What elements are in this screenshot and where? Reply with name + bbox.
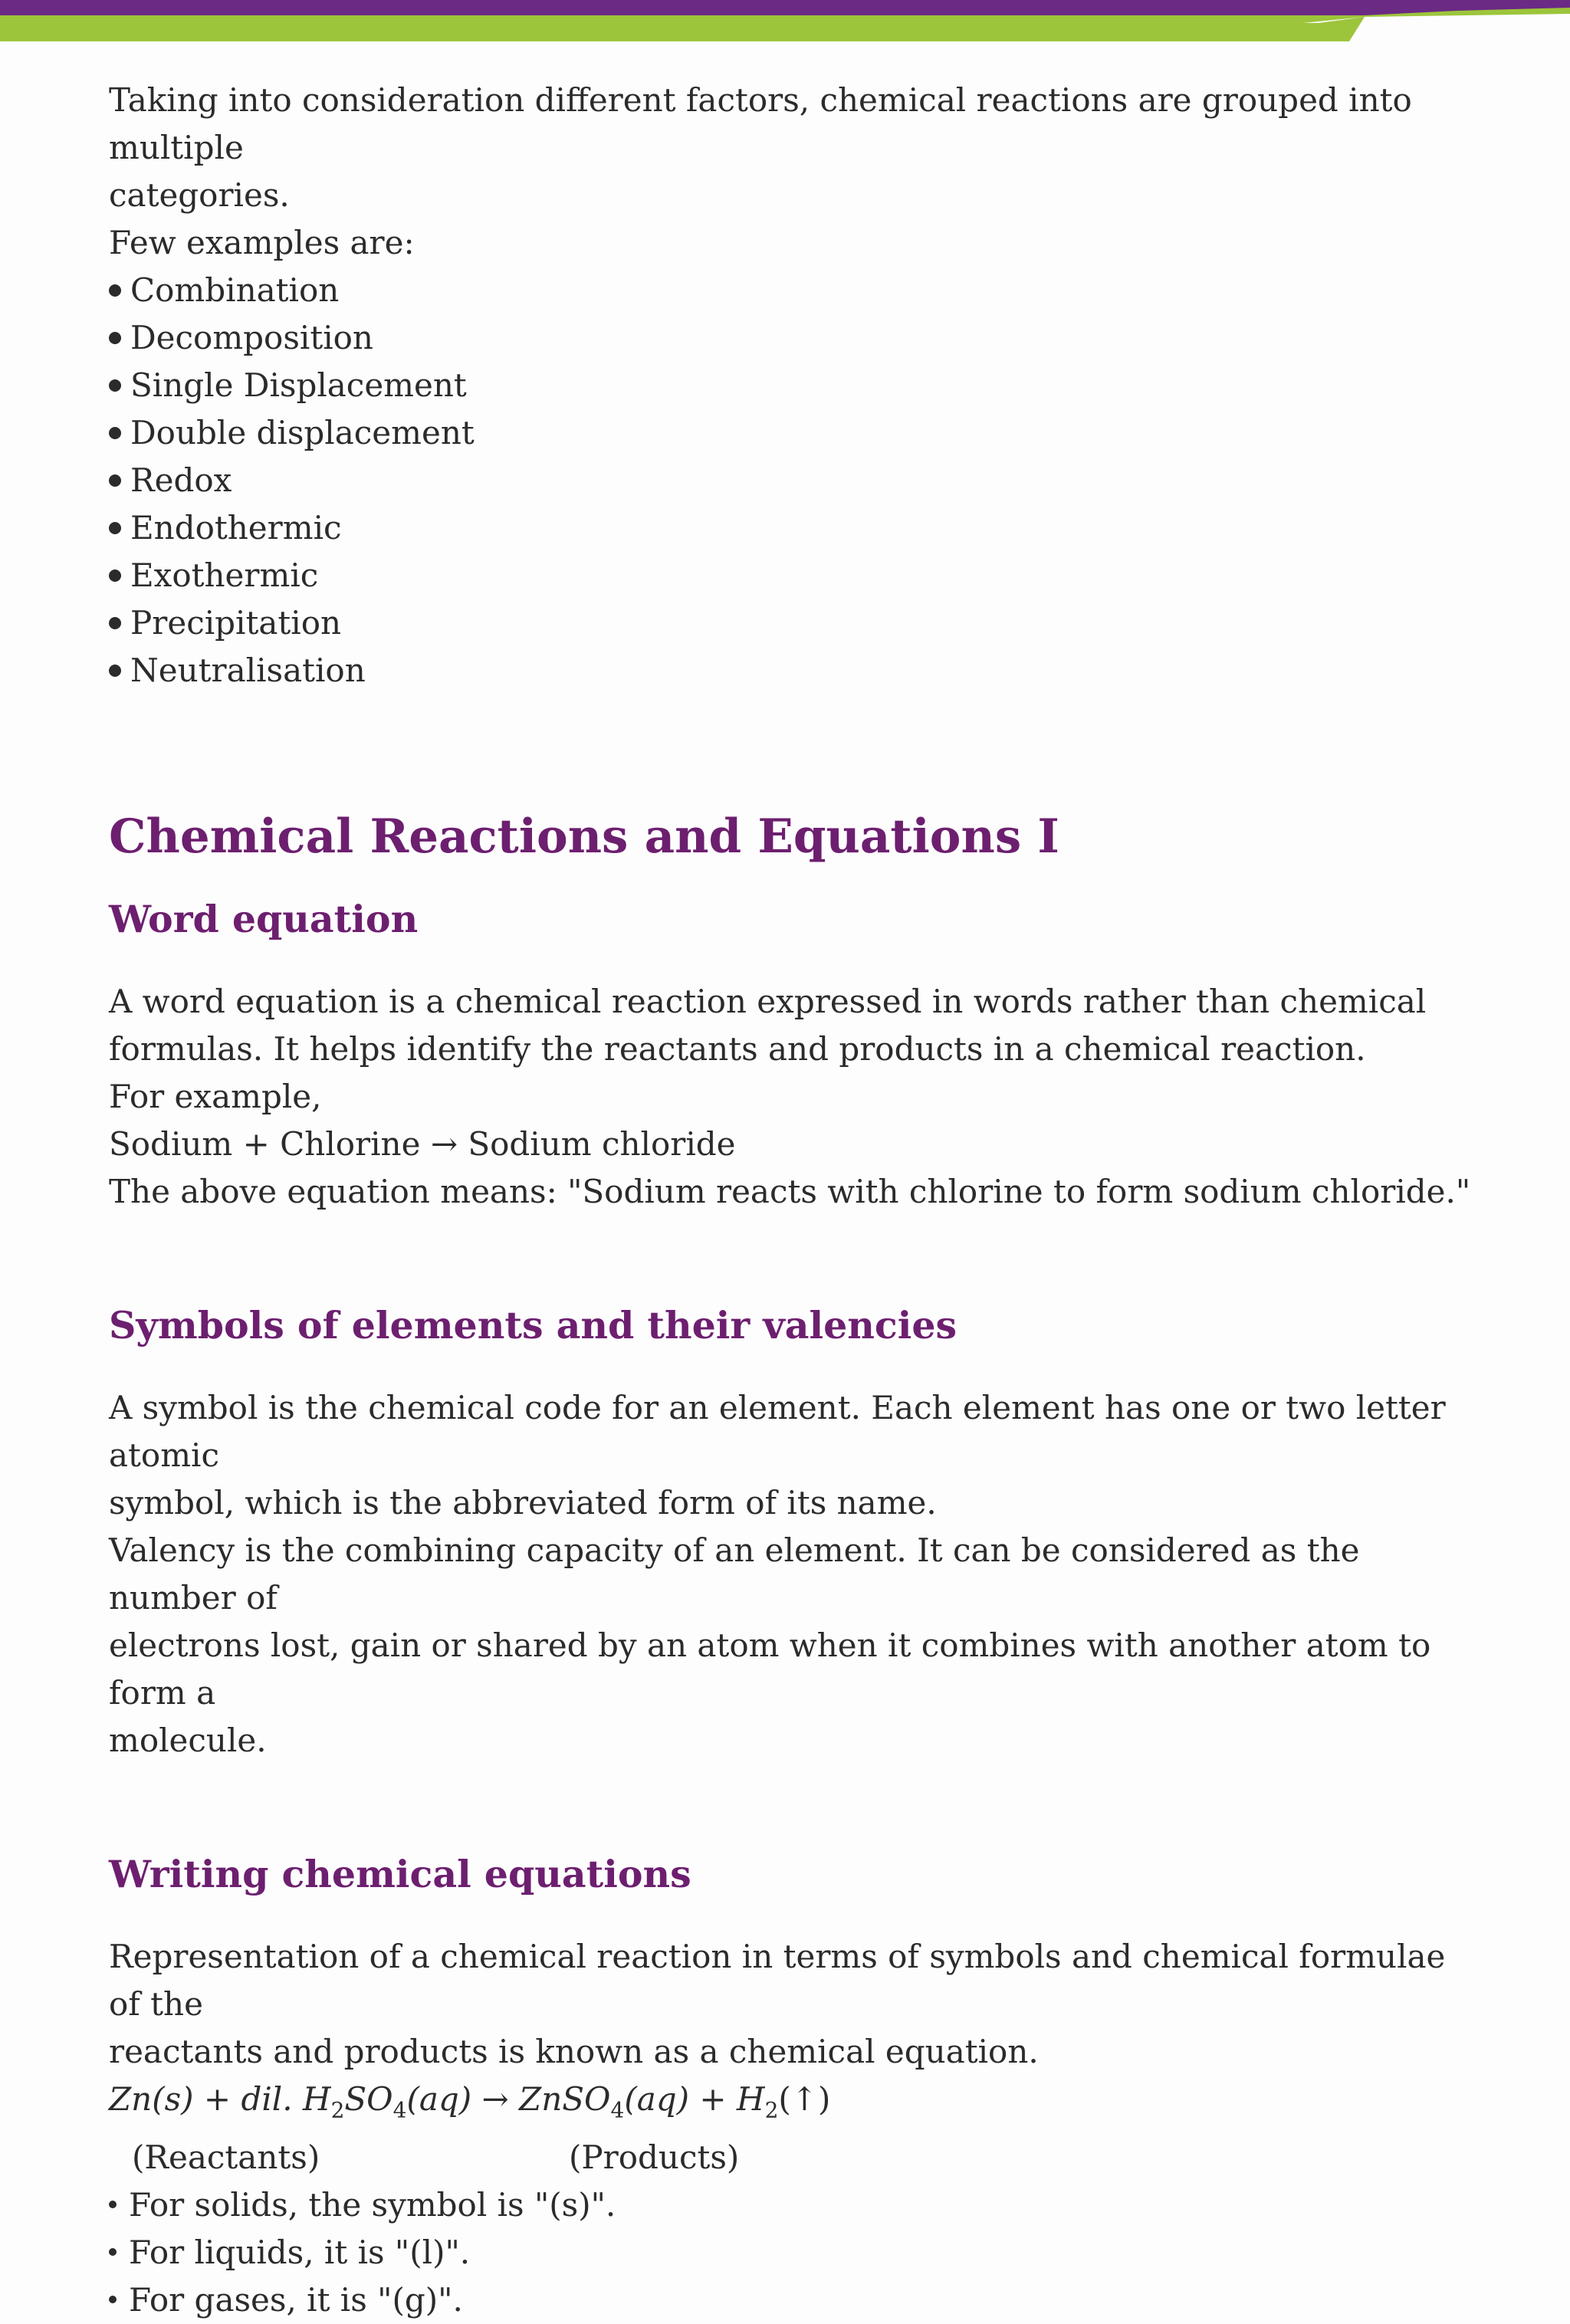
list-item: Combination [109, 267, 1473, 314]
section-heading-word-equation: Word equation [109, 897, 419, 941]
symbols-body [109, 1384, 1473, 1764]
list-item: Redox [109, 457, 1473, 504]
paragraph-line: molecule. [109, 1722, 267, 1759]
bullet-icon [109, 474, 121, 487]
list-item: For gases, it is "(g)". [109, 2276, 1473, 2324]
list-item: Neutralisation [109, 647, 1473, 694]
section-heading-writing-equations: Writing chemical equations [109, 1852, 691, 1896]
reactants-label: (Reactants) [132, 2139, 320, 2177]
paragraph-line: Representation of a chemical reaction in terms of symbols and chemical formulae of the [109, 1938, 1446, 2023]
list-item: Precipitation [109, 599, 1473, 647]
equation-labels [109, 2134, 1473, 2181]
examples-heading: Few examples are: [109, 224, 415, 261]
list-item: Double displacement [109, 409, 1473, 457]
bullet-icon [109, 427, 121, 439]
paragraph-line: For example, [109, 1078, 322, 1115]
bullet-icon [109, 2296, 117, 2303]
list-item: Decomposition [109, 314, 1473, 362]
page-title: Chemical Reactions and Equations I [109, 809, 1059, 864]
intro-line: categories. [109, 176, 290, 214]
bullet-icon [109, 2248, 117, 2256]
section-heading-symbols: Symbols of elements and their valencies [109, 1303, 957, 1347]
word-equation-body [109, 978, 1473, 1216]
list-item: For solids, the symbol is "(s)". [109, 2181, 1473, 2229]
header-decorative-band [0, 0, 1570, 46]
bullet-icon [109, 522, 121, 534]
list-item: For liquids, it is "(l)". [109, 2229, 1473, 2276]
reaction-types-list [109, 267, 1473, 694]
bullet-icon [109, 665, 121, 677]
list-item: Single Displacement [109, 362, 1473, 409]
paragraph-line: A word equation is a chemical reaction expressed in words rather than chemical [109, 983, 1427, 1020]
paragraph-line: electrons lost, gain or shared by an atom when it combines with another atom to form a [109, 1626, 1431, 1712]
word-equation-example: Sodium + Chlorine → Sodium chloride [109, 1125, 736, 1163]
products-label: (Products) [569, 2139, 740, 2177]
page-content [109, 77, 1473, 2324]
paragraph-line: A symbol is the chemical code for an element. Each element has one or two letter atomic [109, 1389, 1446, 1474]
bullet-icon [109, 332, 121, 344]
paragraph-line: symbol, which is the abbreviated form of its name. [109, 1484, 937, 1521]
bullet-icon [109, 2201, 117, 2208]
paragraph-line: formulas. It helps identify the reactants and products in a chemical reaction. [109, 1030, 1366, 1068]
paragraph-line: The above equation means: "Sodium reacts with chlorine to form sodium chloride." [109, 1173, 1471, 1210]
chemical-equation: Zn(s) + dil. $H_2SO_4(aq)$ → ZnSO$_4$(aq) + $H_2(↑)$ [109, 2080, 831, 2123]
intro-line: Taking into consideration different factors, chemical reactions are grouped into multiple [109, 81, 1412, 166]
paragraph-line: reactants and products is known as a chemical equation. [109, 2033, 1039, 2070]
bullet-icon [109, 570, 121, 582]
bullet-icon [109, 284, 121, 297]
writing-body [109, 1933, 1473, 2324]
list-item: Exothermic [109, 552, 1473, 599]
bullet-icon [109, 617, 121, 629]
paragraph-line: Valency is the combining capacity of an element. It can be considered as the number of [109, 1531, 1360, 1617]
list-item: Endothermic [109, 504, 1473, 552]
bullet-icon [109, 379, 121, 392]
